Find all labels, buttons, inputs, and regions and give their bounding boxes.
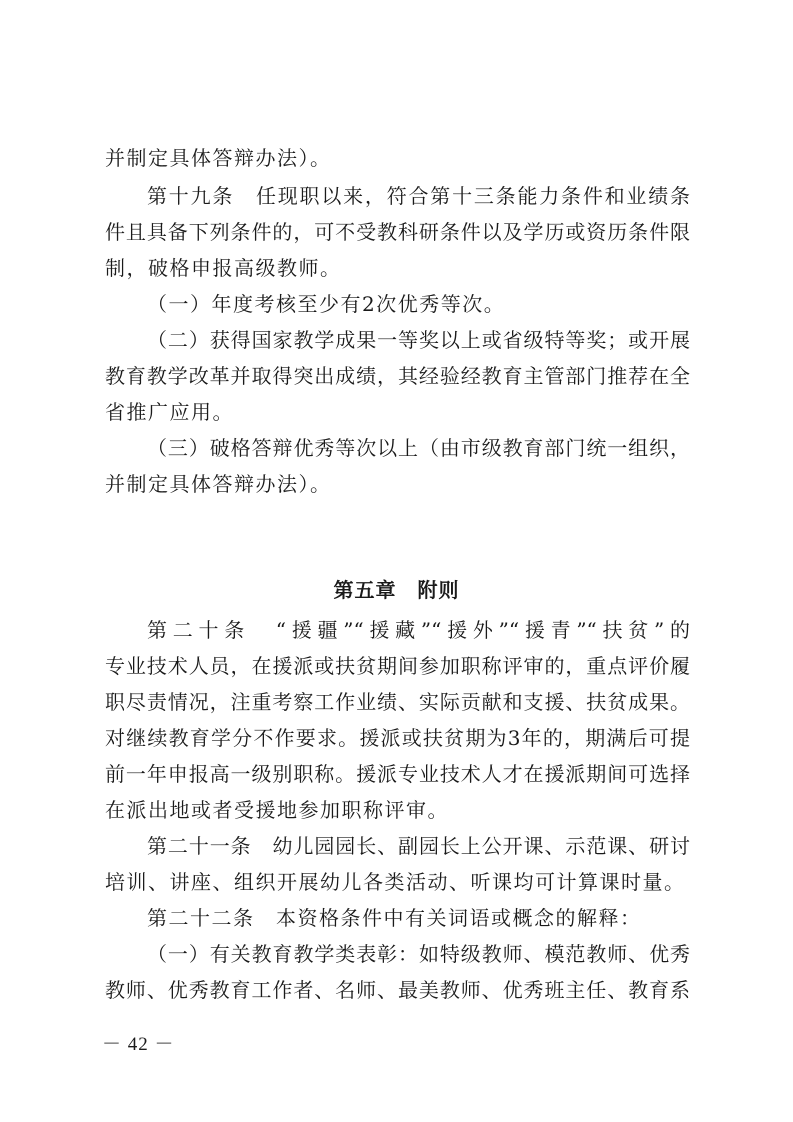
text-line: 职尽责情况，注重考察工作业绩、实际贡献和支援、扶贫成果。 xyxy=(105,690,690,714)
text-line: 制，破格申报高级教师。 xyxy=(105,256,342,280)
page-number: － 42 － xyxy=(102,1034,175,1055)
text-line: 专业技术人员，在援派或扶贫期间参加职称评审的，重点评价履 xyxy=(105,654,690,678)
text-line: 对继续教育学分不作要求。援派或扶贫期为3年的，期满后可提 xyxy=(105,726,690,750)
text-line: 第二十条 “援疆”“援藏”“援外”“援青”“扶贫”的 xyxy=(147,618,690,642)
text-line: 第二十二条 本资格条件中有关词语或概念的解释： xyxy=(147,906,642,930)
text-line: （一）有关教育教学类表彰：如特级教师、模范教师、优秀 xyxy=(147,942,690,966)
text-line: （二）获得国家教学成果一等奖以上或省级特等奖；或开展 xyxy=(147,328,690,352)
text-line: （三）破格答辩优秀等次以上（由市级教育部门统一组织， xyxy=(147,436,690,460)
text-line: 在派出地或者受援地参加职称评审。 xyxy=(105,798,449,822)
text-line: 前一年申报高一级别职称。援派专业技术人才在援派期间可选择 xyxy=(105,762,690,786)
text-line: （一）年度考核至少有2次优秀等次。 xyxy=(147,292,506,316)
text-line: 并制定具体答辩办法）。 xyxy=(105,472,332,496)
text-line: 件且具备下列条件的，可不受教科研条件以及学历或资历条件限 xyxy=(105,220,690,244)
text-line: 教育教学改革并取得突出成绩，其经验经教育主管部门推荐在全 xyxy=(105,364,690,388)
text-line: 培训、讲座、组织开展幼儿各类活动、听课均可计算课时量。 xyxy=(105,870,686,894)
text-line: 并制定具体答辩办法）。 xyxy=(105,146,332,170)
text-line: 教师、优秀教育工作者、名师、最美教师、优秀班主任、教育系 xyxy=(105,978,690,1002)
text-line: 第二十一条 幼儿园园长、副园长上公开课、示范课、研讨 xyxy=(147,834,690,858)
chapter-heading: 第五章 附则 xyxy=(333,578,460,602)
text-line: 省推广应用。 xyxy=(105,400,234,424)
text-line: 第十九条 任现职以来，符合第十三条能力条件和业绩条 xyxy=(147,184,690,208)
